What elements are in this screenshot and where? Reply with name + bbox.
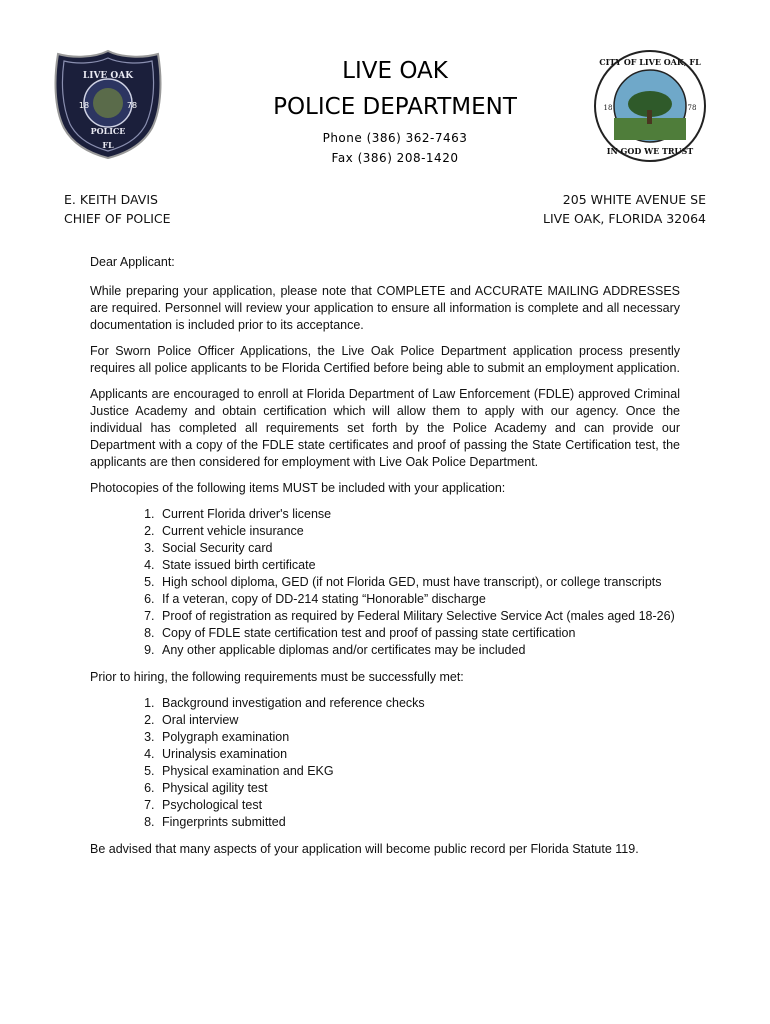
page-title-line2: POLICE DEPARTMENT <box>273 94 517 120</box>
seal-year-right: 78 <box>687 104 697 112</box>
phone-number: Phone (386) 362-7463 <box>322 131 468 145</box>
list-item: 1. Current Florida driver's license <box>158 506 680 523</box>
badge-year-left: 18 <box>78 101 90 110</box>
seal-year-left: 18 <box>603 104 613 112</box>
list-item: 2. Current vehicle insurance <box>158 523 680 540</box>
seal-ring-top: CITY OF LIVE OAK, FL <box>599 57 701 67</box>
address-line2: LIVE OAK, FLORIDA 32064 <box>542 211 706 226</box>
paragraph-addresses: While preparing your application, please note that COMPLETE and ACCURATE MAILING ADDRESSES are required. Personnel will review your application to ensure all information is complete and all necessary documentation is included prior to its acceptance. <box>90 284 680 332</box>
list-item: 8. Fingerprints submitted <box>158 814 680 831</box>
closing-statement: Be advised that many aspects of your application will become public record per Florida Statute 119. <box>90 842 639 856</box>
list-item: 5. High school diploma, GED (if not Florida GED, must have transcript), or college transcripts <box>158 574 680 591</box>
chief-title: CHIEF OF POLICE <box>64 211 171 226</box>
list-item: 5. Physical examination and EKG <box>158 763 680 780</box>
letter-body <box>90 254 680 867</box>
list-item: 7. Proof of registration as required by Federal Military Selective Service Act (males aged 18-26) <box>158 608 680 625</box>
chief-name: E. KEITH DAVIS <box>64 192 158 207</box>
badge-state-text: FL <box>102 140 114 150</box>
fax-number: Fax (386) 208-1420 <box>331 151 459 165</box>
badge-police-text: POLICE <box>90 126 126 136</box>
requirements-list <box>90 695 680 831</box>
paragraph-academy: Applicants are encouraged to enroll at Florida Department of Law Enforcement (FDLE) approved Criminal Justice Academy and obtain certification which will allow them to apply with our agency. Once the individual has completed all requirements set forth by the Police Academy and can provide our Department with a copy of the FDLE state certificates and proof of passing the State Certification test, the applicants are then considered for employment with Live Oak Police Department. <box>90 387 680 469</box>
seal-ring-bottom: IN GOD WE TRUST <box>606 146 694 156</box>
list-item: 9. Any other applicable diplomas and/or certificates may be included <box>158 642 680 659</box>
chief-info <box>64 190 171 228</box>
greeting: Dear Applicant: <box>90 255 175 269</box>
police-badge-logo <box>52 48 164 160</box>
page-title-line1: LIVE OAK <box>342 58 448 84</box>
list-item: 6. If a veteran, copy of DD-214 stating “Honorable” discharge <box>158 591 680 608</box>
requirements-intro: Prior to hiring, the following requirements must be successfully met: <box>90 670 464 684</box>
paragraph-sworn-officers: For Sworn Police Officer Applications, the Live Oak Police Department application process presently requires all police applicants to be Florida Certified before being able to submit an employment application. <box>90 344 680 375</box>
list-item: 4. Urinalysis examination <box>158 746 680 763</box>
list-item: 1. Background investigation and reference checks <box>158 695 680 712</box>
list-item: 7. Psychological test <box>158 797 680 814</box>
list-item: 6. Physical agility test <box>158 780 680 797</box>
badge-city-text: LIVE OAK <box>82 71 134 81</box>
list-item: 2. Oral interview <box>158 712 680 729</box>
list-item: 8. Copy of FDLE state certification test and proof of passing state certification <box>158 625 680 642</box>
list-item: 3. Polygraph examination <box>158 729 680 746</box>
badge-year-right: 78 <box>126 101 138 110</box>
address-line1: 205 WHITE AVENUE SE <box>562 192 706 207</box>
photocopies-intro: Photocopies of the following items MUST be included with your application: <box>90 481 506 495</box>
department-address <box>543 190 706 228</box>
photocopies-list <box>90 506 680 659</box>
list-item: 4. State issued birth certificate <box>158 557 680 574</box>
city-seal-logo <box>592 48 708 164</box>
list-item: 3. Social Security card <box>158 540 680 557</box>
